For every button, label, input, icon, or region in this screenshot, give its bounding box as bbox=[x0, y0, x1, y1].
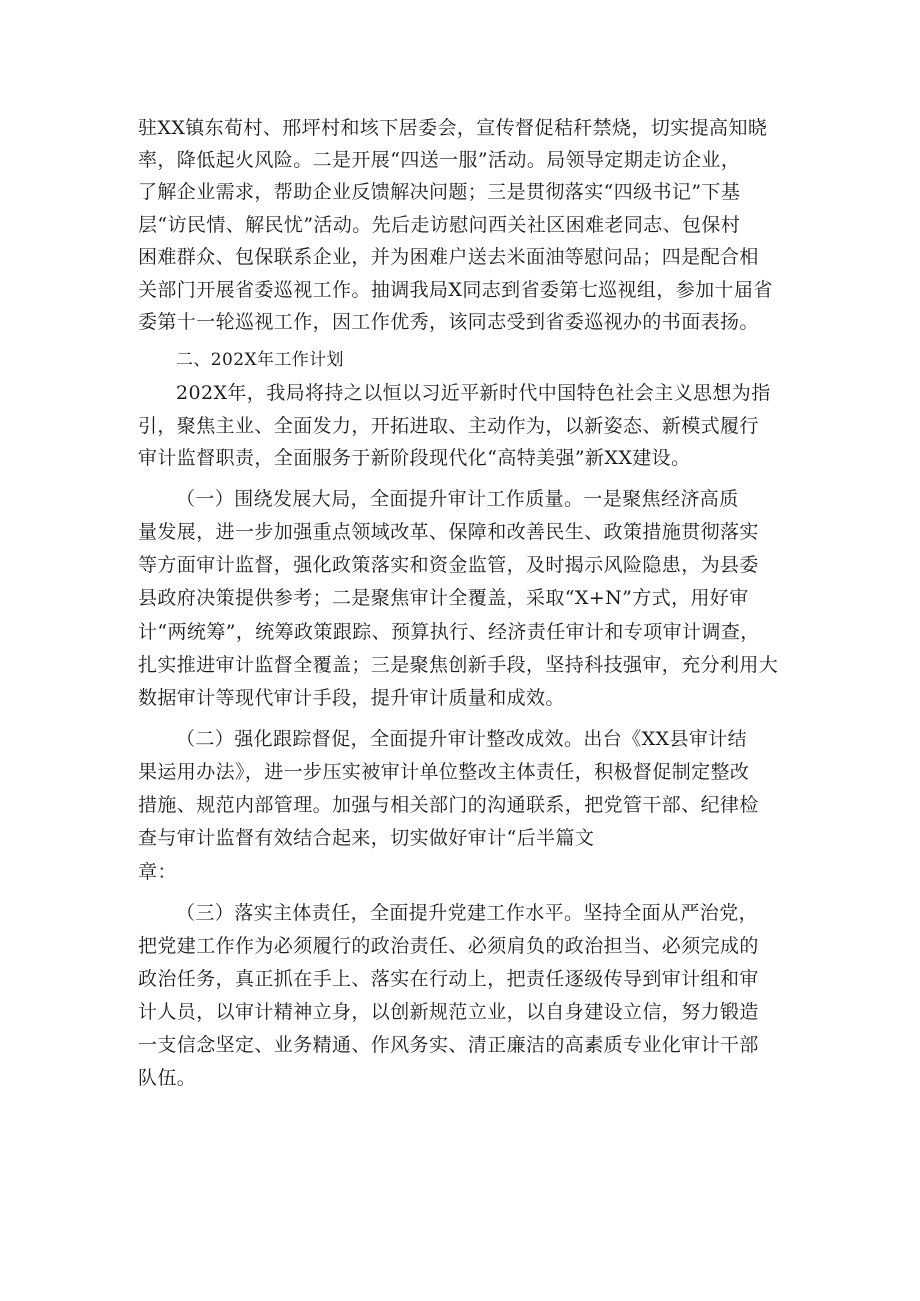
text-line: 政治任务，真正抓在手上、落实在行动上，把责任逐级传导到审计组和审 bbox=[138, 968, 759, 990]
text-line: 困难群众、包保联系企业，并为困难户送去米面油等慰问品；四是配合相 bbox=[138, 246, 759, 268]
text-line: 了解企业需求，帮助企业反馈解决问题；三是贯彻落实“四级书记”下基 bbox=[138, 181, 741, 203]
text-line: 扎实推进审计监督全覆盖；三是聚焦创新手段，坚持科技强审，充分利用大 bbox=[138, 654, 779, 676]
text-line: 计人员，以审计精神立身，以创新规范立业，以自身建设立信，努力锻造 bbox=[138, 1001, 759, 1023]
text-line: 措施、规范内部管理。加强与相关部门的沟通联系，把党管干部、纪律检 bbox=[138, 794, 759, 816]
text-line: 驻XX镇东荀村、邢坪村和垓下居委会，宣传督促秸秆禁烧，切实提高知晓 bbox=[138, 117, 768, 139]
text-line: 县政府决策提供参考；二是聚焦审计全覆盖，采取“X+N”方式，用好审 bbox=[138, 587, 749, 609]
text-line: 计“两统筹”，统筹政策跟踪、预算执行、经济责任审计和专项审计调查， bbox=[138, 621, 760, 643]
text-line: 关部门开展省委巡视工作。抽调我局X同志到省委第七巡视组，参加十届省 bbox=[138, 279, 773, 301]
text-line: 委第十一轮巡视工作，因工作优秀，该同志受到省委巡视办的书面表扬。 bbox=[138, 311, 759, 333]
text-line: （一）围绕发展大局，全面提升审计工作质量。一是聚焦经济高质 bbox=[176, 488, 739, 510]
text-line: 审计监督职责，全面服务于新阶段现代化“高特美强”新XX建设。 bbox=[138, 447, 691, 469]
text-line: 把党建工作作为必须履行的政治责任、必须肩负的政治担当、必须完成的 bbox=[138, 935, 759, 957]
text-line: 一支信念坚定、业务精通、作风务实、清正廉洁的高素质专业化审计干部 bbox=[138, 1034, 759, 1056]
text-line: 队伍。 bbox=[138, 1067, 197, 1089]
text-line: 果运用办法》，进一步压实被审计单位整改主体责任，积极督促制定整改 bbox=[138, 761, 750, 783]
text-line: 率，降低起火风险。二是开展“四送一服”活动。局领导定期走访企业， bbox=[138, 149, 741, 171]
text-line: 引，聚焦主业、全面发力，开拓进取、主动作为，以新姿态、新模式履行 bbox=[138, 415, 759, 437]
text-line: （三）落实主体责任，全面提升党建工作水平。坚持全面从严治党， bbox=[176, 902, 759, 924]
text-line: （二）强化跟踪督促，全面提升审计整改成效。出台《XX县审计结 bbox=[176, 728, 748, 750]
section-heading: 二、202X年工作计划 bbox=[176, 350, 344, 370]
text-line: 等方面审计监督，强化政策落实和资金监管，及时揭示风险隐患，为县委 bbox=[138, 554, 759, 576]
text-line: 层“访民情、解民忧”活动。先后走访慰问西关社区困难老同志、包保村 bbox=[138, 214, 741, 236]
text-line: 查与审计监督有效结合起来，切实做好审计“后半篇文 bbox=[138, 827, 595, 849]
text-line: 量发展，进一步加强重点领域改革、保障和改善民生、政策措施贯彻落实 bbox=[138, 521, 759, 543]
text-line: 202X年，我局将持之以恒以习近平新时代中国特色社会主义思想为指 bbox=[176, 382, 771, 404]
text-line: 章： bbox=[138, 861, 177, 883]
text-line: 数据审计等现代审计手段，提升审计质量和成效。 bbox=[138, 687, 565, 709]
